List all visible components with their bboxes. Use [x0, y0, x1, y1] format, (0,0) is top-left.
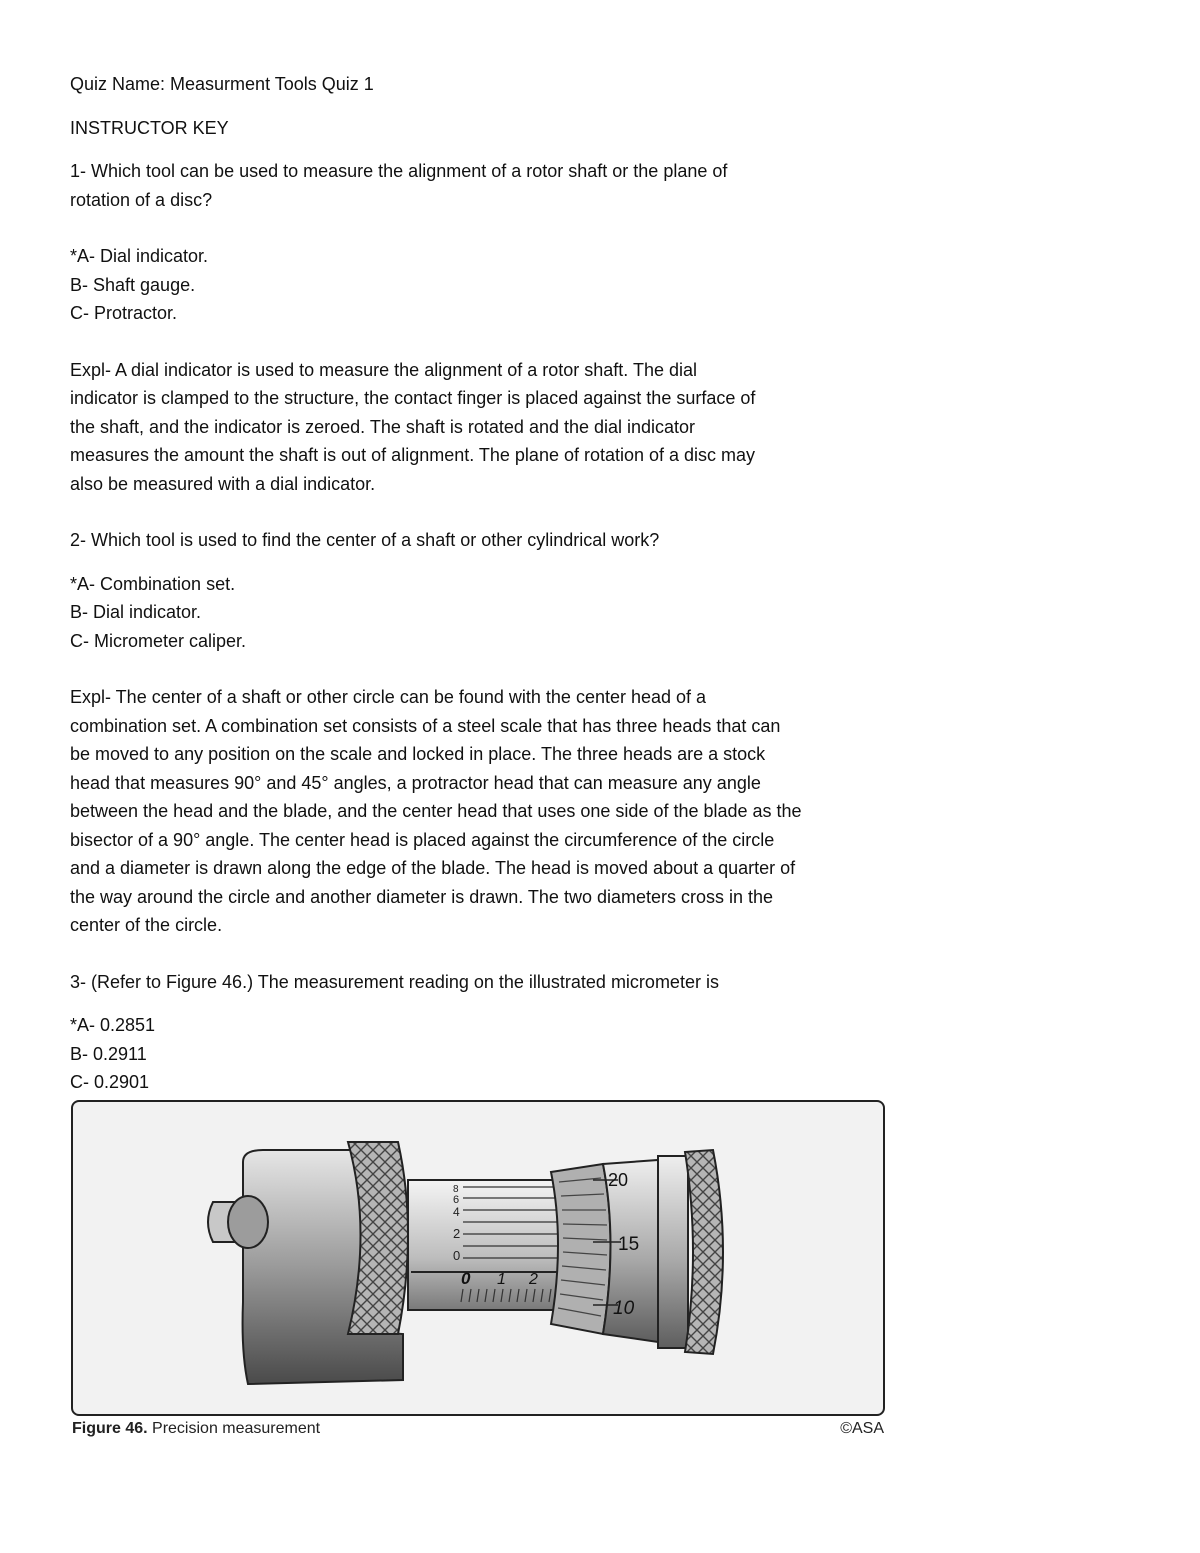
micrometer-illustration — [73, 1102, 883, 1414]
explanation-line: center of the circle. — [70, 915, 223, 935]
vernier-label: 4 — [453, 1205, 460, 1219]
explanation-line: the shaft, and the indicator is zeroed. The shaft is rotated and the dial indicator — [70, 416, 696, 437]
question-stem: 3- (Refer to Figure 46.) The measurement reading on the illustrated micrometer is — [70, 971, 719, 992]
question-1 — [70, 157, 890, 498]
answer-option: *A- Combination set. — [70, 573, 236, 594]
answer-option: C- Micrometer caliper. — [70, 630, 247, 651]
answer-option: C- Protractor. — [70, 303, 178, 323]
sleeve-label: 1 — [497, 1271, 506, 1288]
sleeve-label: 2 — [529, 1271, 538, 1288]
question-3 — [70, 968, 890, 1097]
answer-option: B- Shaft gauge. — [70, 274, 196, 295]
question-stem: 2- Which tool is used to find the center of a shaft or other cylindrical work? — [70, 530, 660, 550]
answer-option: *A- 0.2851 — [70, 1015, 156, 1035]
figure-label: Figure 46. — [72, 1420, 148, 1437]
figure-caption-text: Precision measurement — [152, 1420, 321, 1437]
sleeve-barrel — [408, 1180, 568, 1310]
sleeve-label: 0 — [461, 1269, 471, 1288]
explanation-line: and a diameter is drawn along the edge of the blade. The head is moved about a quarter of — [70, 858, 796, 878]
explanation-line: head that measures 90° and 45° angles, a protractor head that can measure any angle — [70, 772, 761, 793]
vernier-label: 8 — [453, 1184, 459, 1195]
thimble-label: 10 — [613, 1298, 635, 1319]
anvil-face — [228, 1196, 268, 1248]
question-2 — [70, 526, 890, 940]
answer-option: *A- Dial indicator. — [70, 246, 209, 266]
explanation-line: also be measured with a dial indicator. — [70, 473, 376, 494]
explanation-line: be moved to any position on the scale and locked in place. The three heads are a stock — [70, 744, 766, 764]
answer-option: B- Dial indicator. — [70, 602, 202, 622]
question-stem: 1- Which tool can be used to measure the alignment of a rotor shaft or the plane of — [70, 161, 728, 181]
figure-46-frame — [71, 1100, 885, 1416]
vernier-label: 6 — [453, 1194, 460, 1206]
figure-caption — [72, 1420, 884, 1438]
explanation-line: indicator is clamped to the structure, the contact finger is placed against the surface of — [70, 388, 756, 408]
answer-option: C- 0.2901 — [70, 1072, 150, 1092]
thimble-rear — [658, 1156, 688, 1348]
explanation-line: measures the amount the shaft is out of alignment. The plane of rotation of a disc may — [70, 445, 756, 465]
explanation-line: Expl- The center of a shaft or other circle can be found with the center head of a — [70, 687, 707, 707]
explanation-line: the way around the circle and another diameter is drawn. The two diameters cross in the — [70, 886, 774, 907]
quiz-document — [70, 70, 890, 1097]
explanation-line: combination set. A combination set consists of a steel scale that has three heads that can — [70, 715, 781, 736]
question-stem: rotation of a disc? — [70, 189, 213, 210]
explanation-line: bisector of a 90° angle. The center head is placed against the circumference of the circle — [70, 829, 775, 850]
vernier-label: 2 — [453, 1226, 461, 1241]
thimble-label: 20 — [608, 1170, 629, 1190]
explanation-line: between the head and the blade, and the center head that uses one side of the blade as the — [70, 801, 802, 821]
figure-credit: ©ASA — [840, 1420, 884, 1437]
quiz-name: Quiz Name: Measurment Tools Quiz 1 — [70, 74, 374, 94]
ratchet-knurl — [685, 1150, 723, 1354]
explanation-line: Expl- A dial indicator is used to measure the alignment of a rotor shaft. The dial — [70, 359, 698, 380]
vernier-label: 0 — [453, 1248, 461, 1263]
thimble-label: 15 — [618, 1234, 640, 1255]
answer-option: B- 0.2911 — [70, 1043, 147, 1064]
instructor-key-label: INSTRUCTOR KEY — [70, 117, 229, 138]
